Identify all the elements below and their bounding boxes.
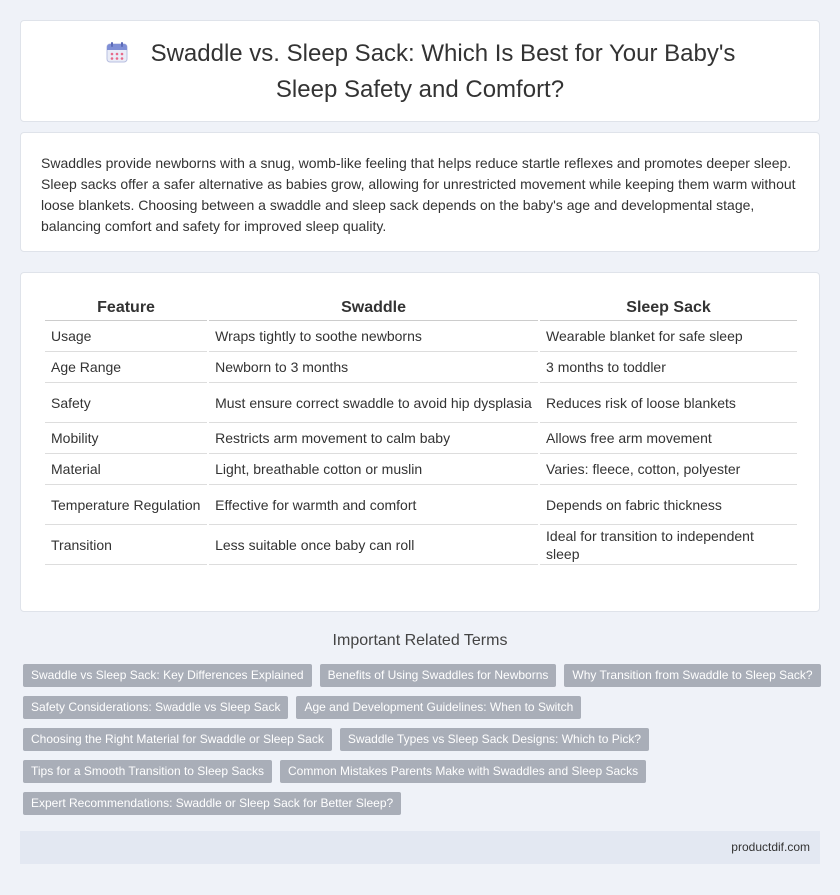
related-term-tag[interactable]: Swaddle vs Sleep Sack: Key Differences Explained [23, 664, 312, 687]
row-sleep-sack: Wearable blanket for safe sleep [540, 321, 797, 352]
related-term-tag[interactable]: Tips for a Smooth Transition to Sleep Sacks [23, 760, 272, 783]
intro-paragraph: Swaddles provide newborns with a snug, womb-like feeling that helps reduce startle reflexes and promotes deeper sleep. Sleep sacks offer a safer alternative as babies grow, allowing for unrestricted movement while keeping them warm without loose blankets. Choosing between a swaddle and sleep sack depends on the baby's age and developmental stage, balancing comfort and safety for improved sleep quality. [41, 155, 796, 234]
comparison-card [20, 272, 820, 612]
row-sleep-sack: Allows free arm movement [540, 423, 797, 454]
header-feature: Feature [45, 295, 207, 321]
footer-site-link[interactable]: productdif.com [731, 840, 810, 854]
row-feature: Temperature Regulation [45, 485, 207, 525]
row-swaddle: Less suitable once baby can roll [209, 525, 538, 565]
row-swaddle: Must ensure correct swaddle to avoid hip dysplasia [209, 383, 538, 423]
table-row [45, 321, 797, 352]
row-sleep-sack: Reduces risk of loose blankets [540, 383, 797, 423]
related-term-tag[interactable]: Choosing the Right Material for Swaddle or Sleep Sack [23, 728, 332, 751]
row-swaddle: Newborn to 3 months [209, 352, 538, 383]
intro-card [20, 132, 820, 252]
row-sleep-sack: Depends on fabric thickness [540, 485, 797, 525]
related-term-tag[interactable]: Age and Development Guidelines: When to Switch [296, 696, 581, 719]
table-row [45, 485, 797, 525]
row-feature: Safety [45, 383, 207, 423]
row-swaddle: Effective for warmth and comfort [209, 485, 538, 525]
related-term-tag[interactable]: Common Mistakes Parents Make with Swaddles and Sleep Sacks [280, 760, 646, 783]
row-feature: Transition [45, 525, 207, 565]
header-sleep-sack: Sleep Sack [540, 295, 797, 321]
table-row [45, 383, 797, 423]
related-terms-list [23, 664, 823, 815]
row-sleep-sack: Varies: fleece, cotton, polyester [540, 454, 797, 485]
table-row [45, 525, 797, 565]
row-feature: Mobility [45, 423, 207, 454]
row-sleep-sack: Ideal for transition to independent sleep [540, 525, 797, 565]
row-swaddle: Restricts arm movement to calm baby [209, 423, 538, 454]
header-swaddle: Swaddle [209, 295, 538, 321]
comparison-table [43, 295, 799, 565]
table-row [45, 352, 797, 383]
row-swaddle: Wraps tightly to soothe newborns [209, 321, 538, 352]
related-term-tag[interactable]: Why Transition from Swaddle to Sleep Sack? [564, 664, 820, 687]
row-sleep-sack: 3 months to toddler [540, 352, 797, 383]
table-row [45, 423, 797, 454]
row-feature: Age Range [45, 352, 207, 383]
table-row [45, 454, 797, 485]
related-term-tag[interactable]: Benefits of Using Swaddles for Newborns [320, 664, 557, 687]
table-header-row [45, 295, 797, 321]
page-title-text: Swaddle vs. Sleep Sack: Which Is Best for Your Baby's Sleep Safety and Comfort? [150, 39, 736, 103]
footer [20, 831, 820, 864]
title-card [20, 20, 820, 122]
calendar-icon [105, 40, 129, 73]
row-swaddle: Light, breathable cotton or muslin [209, 454, 538, 485]
related-term-tag[interactable]: Expert Recommendations: Swaddle or Sleep Sack for Better Sleep? [23, 792, 401, 815]
page-title [81, 37, 759, 106]
related-term-tag[interactable]: Swaddle Types vs Sleep Sack Designs: Which to Pick? [340, 728, 649, 751]
row-feature: Material [45, 454, 207, 485]
related-term-tag[interactable]: Safety Considerations: Swaddle vs Sleep Sack [23, 696, 288, 719]
row-feature: Usage [45, 321, 207, 352]
related-terms-heading: Important Related Terms [332, 632, 508, 649]
